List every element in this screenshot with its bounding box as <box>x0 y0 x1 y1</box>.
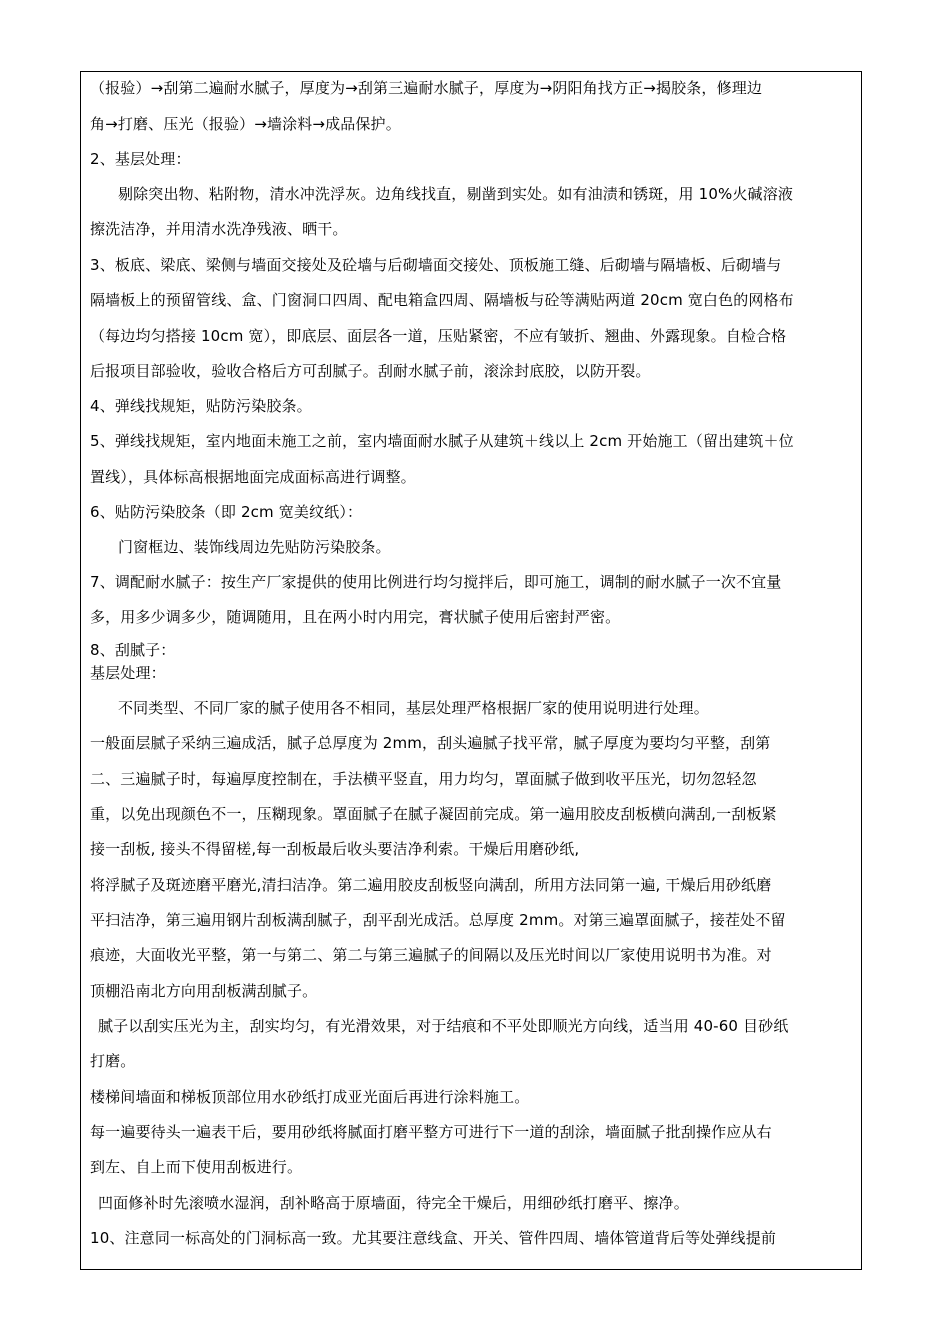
text-line: （每边均匀搭接 10cm 宽），即底层、面层各一道，压贴紧密，不应有皱折、翘曲、外露现象。自检合格 <box>90 327 787 345</box>
text-line: 置线），具体标高根据地面完成面标高进行调整。 <box>90 468 416 486</box>
text-line: 将浮腻子及斑迹磨平磨光,清扫洁净。第二遍用胶皮刮板竖向满刮，所用方法同第一遍, 干燥后用砂纸磨 <box>90 876 772 894</box>
section-heading: 10、注意同一标高处的门洞标高一致。尤其要注意线盒、开关、管件四周、墙体管道背后等处弹线提前 <box>90 1229 776 1247</box>
section-heading: 4、弹线找规矩，贴防污染胶条。 <box>90 397 312 415</box>
text-line: 顶棚沿南北方向用刮板满刮腻子。 <box>90 982 318 1000</box>
text-line: （报验）→刮第二遍耐水腻子，厚度为→刮第三遍耐水腻子，厚度为→阴阳角找方正→揭胶条，修理边 <box>90 79 763 97</box>
text-line: 二、三遍腻子时，每遍厚度控制在，手法横平竖直，用力均匀，罩面腻子做到收平压光，切勿忽轻忽 <box>90 770 757 788</box>
text-line: 3、板底、梁底、梁侧与墙面交接处及砼墙与后砌墙面交接处、顶板施工缝、后砌墙与隔墙板、后砌墙与 <box>90 256 782 274</box>
text-line: 不同类型、不同厂家的腻子使用各不相同，基层处理严格根据厂家的使用说明进行处理。 <box>118 699 709 717</box>
text-line: 5、弹线找规矩，室内地面未施工之前，室内墙面耐水腻子从建筑＋线以上 2cm 开始施工（留出建筑＋位 <box>90 432 794 450</box>
text-line: 楼梯间墙面和梯板顶部位用水砂纸打成亚光面后再进行涂料施工。 <box>90 1088 530 1106</box>
section-heading: 2、基层处理： <box>90 150 191 168</box>
text-line: 隔墙板上的预留管线、盒、门窗洞口四周、配电箱盒四周、隔墙板与砼等满贴两道 20cm 宽白色的网格布 <box>90 291 794 309</box>
text-line: 多，用多少调多少，随调随用，且在两小时内用完，膏状腻子使用后密封严密。 <box>90 608 621 626</box>
text-line: 痕迹，大面收光平整，第一与第二、第二与第三遍腻子的间隔以及压光时间以厂家使用说明书为准。对 <box>90 946 772 964</box>
text-line: 接一刮板, 接头不得留槎,每一刮板最后收头要洁净利索。干燥后用磨砂纸, <box>90 840 580 858</box>
text-line: 重，以免出现颜色不一，压糊现象。罩面腻子在腻子凝固前完成。第一遍用胶皮刮板横向满刮,一刮板紧 <box>90 805 777 823</box>
sub-heading: 基层处理： <box>90 664 166 682</box>
text-line: 剔除突出物、粘附物，清水冲洗浮灰。边角线找直，剔凿到实处。如有油渍和锈斑，用 10%火碱溶液 <box>118 185 794 203</box>
text-line: 每一遍要待头一遍表干后，要用砂纸将腻面打磨平整方可进行下一道的刮涂，墙面腻子批刮操作应从右 <box>90 1123 772 1141</box>
section-heading: 6、贴防污染胶条（即 2cm 宽美纹纸）： <box>90 503 363 521</box>
text-line: 擦洗洁净，并用清水洗净残液、晒干。 <box>90 220 348 238</box>
text-line: 凹面修补时先滚喷水湿润，刮补略高于原墙面，待完全干燥后，用细砂纸打磨平、擦净。 <box>98 1194 689 1212</box>
text-line: 到左、自上而下使用刮板进行。 <box>90 1158 303 1176</box>
text-line: 后报项目部验收，验收合格后方可刮腻子。刮耐水腻子前，滚涂封底胶，以防开裂。 <box>90 362 651 380</box>
text-line: 打磨。 <box>90 1052 136 1070</box>
text-line: 平扫洁净，第三遍用钢片刮板满刮腻子，刮平刮光成活。总厚度 2mm。对第三遍罩面腻子，接茬处不留 <box>90 911 786 929</box>
text-line: 腻子以刮实压光为主，刮实均匀，有光滑效果，对于结痕和不平处即顺光方向线，适当用 40-60 目砂纸 <box>98 1017 789 1035</box>
section-heading: 8、刮腻子： <box>90 641 176 659</box>
text-line: 7、调配耐水腻子：按生产厂家提供的使用比例进行均匀搅拌后，即可施工，调制的耐水腻子一次不宜量 <box>90 573 782 591</box>
text-line: 一般面层腻子采纳三遍成活，腻子总厚度为 2mm，刮头遍腻子找平常，腻子厚度为要均匀平整，刮第 <box>90 734 771 752</box>
text-line: 门窗框边、装饰线周边先贴防污染胶条。 <box>118 538 391 556</box>
text-line: 角→打磨、压光（报验）→墙涂料→成品保护。 <box>90 115 401 133</box>
